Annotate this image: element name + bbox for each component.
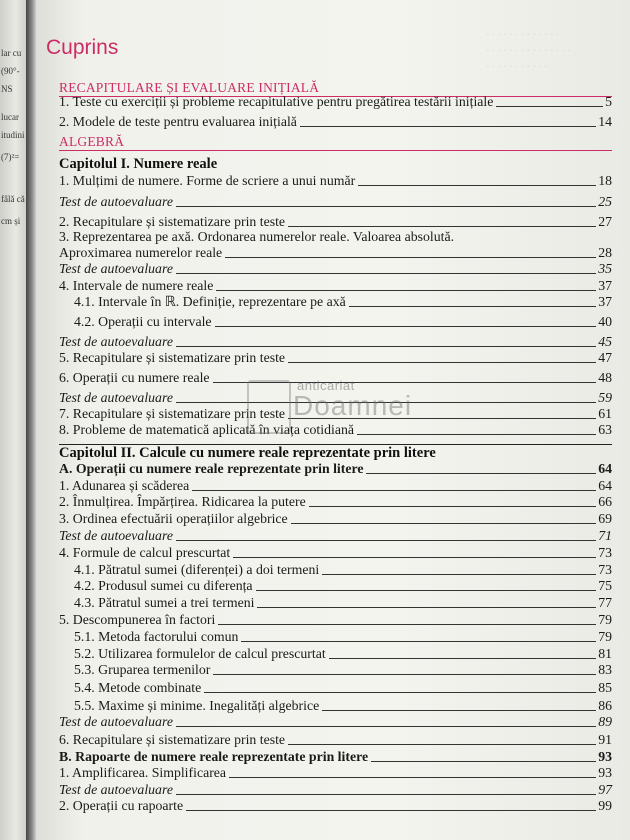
leader-line [300, 125, 596, 127]
toc-page-number: 79 [598, 612, 612, 627]
leader-line [371, 760, 596, 762]
leader-line [192, 489, 596, 491]
bleed-through: · · · · · · · · · · · · · · · · · · · · · · · · · · · · · · · · · · · · · · · [486, 30, 571, 73]
page-fragment: (7)²= [1, 152, 20, 162]
toc-entry-title: Test de autoevaluare [59, 334, 173, 349]
toc-page-number: 27 [598, 214, 612, 229]
toc-entry [59, 494, 612, 510]
section-algebra-heading: ALGEBRĂ [59, 134, 125, 149]
toc-entry-title: 5. Descompunerea în factori [59, 612, 216, 627]
toc-entry [74, 698, 612, 714]
toc-page-number: 66 [598, 494, 612, 509]
page-fragment: cm și [1, 216, 21, 226]
toc-page-number: 48 [598, 370, 612, 385]
toc-entry [74, 562, 612, 578]
toc-entry [59, 350, 612, 366]
leader-line [241, 640, 596, 642]
toc-entry-title: 6. Operații cu numere reale [59, 370, 210, 385]
toc-entry-title: Test de autoevaluare [59, 528, 173, 543]
toc-entry [59, 194, 612, 210]
leader-line [218, 623, 596, 625]
toc-entry [59, 798, 612, 814]
toc-entry-title: 1. Teste cu exerciții și probleme recapitulative pentru pregătirea testării inițiale [59, 94, 494, 109]
toc-page-number: 73 [598, 545, 612, 560]
toc-entry-title: 1. Amplificarea. Simplificarea [59, 765, 227, 780]
toc-page-number: 93 [598, 765, 612, 780]
toc-entry [59, 782, 612, 798]
toc-page-number: 63 [598, 422, 612, 437]
toc-entry-title: Test de autoevaluare [59, 714, 173, 729]
toc-page-number: 81 [598, 646, 612, 661]
toc-page-number: 59 [598, 390, 612, 405]
toc-entry-title: 4.2. Produsul sumei cu diferența [74, 578, 253, 593]
leader-line [288, 361, 596, 363]
toc-entry-title: 5.5. Maxime și minime. Inegalități algebrice [74, 698, 320, 713]
watermark-line2: Doamnei [293, 390, 413, 421]
toc-entry-title: A. Operații cu numere reale reprezentate prin litere [59, 461, 364, 476]
toc-page-number: 5 [605, 94, 612, 109]
previous-page-edge [0, 0, 26, 840]
toc-page-number: 91 [598, 732, 612, 747]
leader-line [366, 472, 596, 474]
toc-entry [59, 261, 612, 277]
page-fragment: NS [1, 84, 13, 94]
leader-line [291, 522, 597, 524]
toc-entry-title: B. Rapoarte de numere reale reprezentate prin litere [59, 749, 369, 764]
toc-entry-title: 4. Intervale de numere reale [59, 278, 214, 293]
book-spine [26, 0, 36, 840]
toc-entry-title: 5.4. Metode combinate [74, 680, 202, 695]
leader-line [229, 776, 596, 778]
toc-entry-title: 5.3. Gruparea termenilor [74, 662, 211, 677]
toc-entry [59, 334, 612, 350]
toc-entry [59, 478, 612, 494]
toc-page-number: 14 [598, 114, 612, 129]
leader-line [176, 539, 596, 541]
toc-entry-title: Test de autoevaluare [59, 261, 173, 276]
page-fragment: itudini [1, 130, 25, 140]
toc-entry [59, 545, 612, 561]
page-fragment: lucar [1, 112, 19, 122]
leader-line [349, 305, 596, 307]
toc-page-number: 99 [598, 798, 612, 813]
toc-entry-title: 1. Adunarea și scăderea [59, 478, 190, 493]
leader-line [215, 325, 597, 327]
toc-entry [59, 245, 612, 261]
toc-page-number: 97 [598, 782, 612, 797]
toc-entry-title: 3. Ordinea efectuării operațiilor algebrice [59, 511, 288, 526]
toc-page-number: 73 [598, 562, 612, 577]
toc-page-number: 40 [598, 314, 612, 329]
toc-entry [59, 114, 612, 130]
leader-line [288, 225, 596, 227]
toc-entry [59, 714, 612, 730]
toc-entry-title: 7. Recapitulare și sistematizare prin teste [59, 406, 286, 421]
toc-page-number: 47 [598, 350, 612, 365]
leader-line [233, 556, 596, 558]
toc-entry [59, 94, 612, 110]
toc-page-number: 28 [598, 245, 612, 260]
leader-line [186, 809, 596, 811]
toc-entry-title: 8. Probleme de matematică aplicată în viața cotidiană [59, 422, 354, 437]
toc-entry-title: Aproximarea numerelor reale [59, 245, 223, 260]
toc-entry-title: 4.3. Pătratul sumei a trei termeni [74, 595, 255, 610]
toc-page-number: 83 [598, 662, 612, 677]
toc-entry-title: 2. Înmulțirea. Împărțirea. Ridicarea la putere [59, 494, 306, 509]
toc-entry-title: Test de autoevaluare [59, 390, 173, 405]
leader-line [329, 657, 597, 659]
toc-page-number: 86 [598, 698, 612, 713]
toc-entry-title: 5.1. Metoda factorului comun [74, 629, 239, 644]
toc-entry [74, 629, 612, 645]
leader-line [204, 691, 596, 693]
toc-entry-title: 4.1. Pătratul sumei (diferenței) a doi termeni [74, 562, 320, 577]
leader-line [257, 606, 596, 608]
toc-entry [74, 294, 612, 310]
leader-line [288, 743, 596, 745]
toc-entry-title: 6. Recapitulare și sistematizare prin teste [59, 732, 286, 747]
watermark-logo-icon [247, 380, 291, 434]
toc-entry [59, 278, 612, 294]
toc-page-number: 69 [598, 511, 612, 526]
toc-entry [59, 461, 612, 477]
toc-entry [59, 214, 612, 230]
toc-page-number: 79 [598, 629, 612, 644]
toc-entry-title: 4.1. Intervale în ℝ. Definiție, reprezentare pe axă [74, 294, 346, 309]
toc-entry [59, 528, 612, 544]
toc-entry [74, 578, 612, 594]
leader-line [213, 673, 596, 675]
page-fragment: lar cu [1, 48, 22, 58]
leader-line [322, 573, 596, 575]
leader-line [358, 184, 596, 186]
toc-entry [59, 749, 612, 765]
toc-entry [74, 662, 612, 678]
page-fragment: fâlă că [1, 194, 25, 204]
toc-entry-title: 4. Formule de calcul prescurtat [59, 545, 231, 560]
toc-page-number: 75 [598, 578, 612, 593]
toc-entry-title: Test de autoevaluare [59, 194, 173, 209]
toc-page-number: 35 [598, 261, 612, 276]
section-recap-heading: RECAPITULARE ȘI EVALUARE INIȚIALĂ [59, 80, 320, 95]
page-title: Cuprins [46, 36, 119, 59]
toc-entry-title: 1. Mulțimi de numere. Forme de scriere a unui număr [59, 173, 356, 188]
toc-entry-title: Test de autoevaluare [59, 782, 173, 797]
leader-line [176, 205, 596, 207]
leader-line [496, 105, 603, 107]
toc-page-number: 45 [598, 334, 612, 349]
toc-page-number: 25 [598, 194, 612, 209]
chapter-1-title: Capitolul I. Numere reale [59, 156, 218, 172]
toc-entry: 3. Reprezentarea pe axă. Ordonarea numerelor reale. Valoarea absolută. [59, 229, 455, 244]
page-fragment: (90°- [1, 66, 20, 76]
toc-page-number: 93 [598, 749, 612, 764]
toc-page-number: 77 [598, 595, 612, 610]
toc-page-number: 71 [598, 528, 612, 543]
watermark-stamp [241, 376, 417, 440]
leader-line [256, 589, 597, 591]
toc-page-number: 18 [598, 173, 612, 188]
toc-page-number: 37 [598, 294, 612, 309]
leader-line [216, 289, 596, 291]
toc-entry [59, 173, 612, 189]
toc-entry [59, 765, 612, 781]
toc-page-number: 89 [598, 714, 612, 729]
watermark-line1: anticariat [297, 378, 355, 393]
toc-page-number: 85 [598, 680, 612, 695]
toc-page-number: 61 [598, 406, 612, 421]
toc-entry [74, 314, 612, 330]
toc-page-number: 64 [598, 461, 612, 476]
toc-entry-title: 5. Recapitulare și sistematizare prin teste [59, 350, 286, 365]
leader-line [176, 725, 596, 727]
leader-line [322, 709, 596, 711]
leader-line [176, 272, 596, 274]
toc-entry [59, 612, 612, 628]
toc-entry [59, 732, 612, 748]
toc-entry [74, 646, 612, 662]
leader-line [176, 345, 596, 347]
toc-entry-title: 5.2. Utilizarea formulelor de calcul prescurtat [74, 646, 326, 661]
toc-entry [74, 595, 612, 611]
leader-line [225, 256, 596, 258]
toc-entry-title: 2. Recapitulare și sistematizare prin teste [59, 214, 286, 229]
toc-entry-title: 2. Modele de teste pentru evaluarea inițială [59, 114, 297, 129]
contents-page [36, 0, 630, 840]
toc-entry [59, 511, 612, 527]
leader-line [309, 505, 597, 507]
toc-page-number: 64 [598, 478, 612, 493]
toc-entry-title: 4.2. Operații cu intervale [74, 314, 212, 329]
toc-entry [74, 680, 612, 696]
toc-entry-title: 2. Operații cu rapoarte [59, 798, 184, 813]
section-divider [59, 150, 612, 151]
chapter-2-title: Capitolul II. Calcule cu numere reale reprezentate prin litere [59, 445, 436, 461]
toc-page-number: 37 [598, 278, 612, 293]
leader-line [176, 793, 596, 795]
